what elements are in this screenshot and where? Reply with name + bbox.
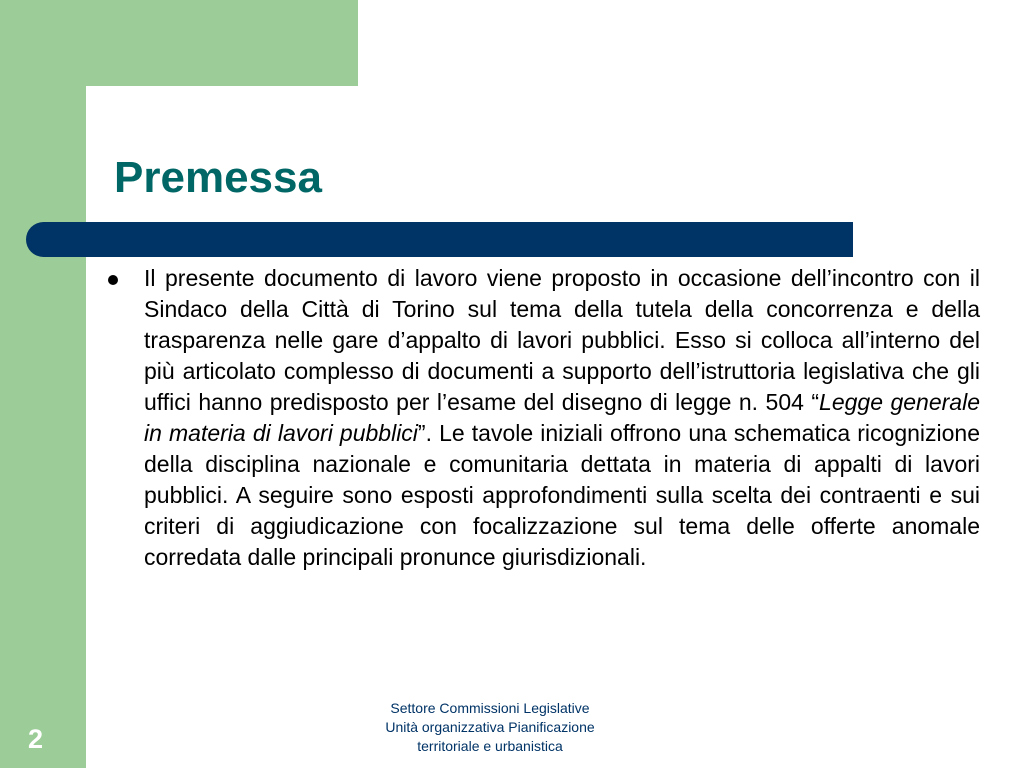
footer-line-1: Settore Commissioni Legislative	[390, 700, 590, 716]
bullet-item	[104, 263, 980, 573]
title-underline-bar	[26, 222, 853, 257]
bullet-text-part-1: Il presente documento di lavoro viene proposto in occasione dell’incontro con il Sindaco della Città di Torino sul tema della tutela della concorrenza e della trasparenza nelle gare d’appalto di lavori pubblici. Esso si colloca all’interno del più articolato complesso di documenti a supporto dell’istruttoria legislativa che gli uffici hanno predisposto per l’esame del disegno di legge n. 504 “	[144, 265, 980, 415]
top-accent-band	[0, 0, 358, 86]
bullet-text-italic-law-title: Legge generale in materia di lavori pubblici	[144, 389, 980, 446]
left-accent-band	[0, 0, 86, 768]
slide-title: Premessa	[114, 153, 322, 202]
page-number: 2	[28, 724, 44, 754]
bullet-dot-icon	[108, 275, 118, 285]
bullet-text-part-2: ”. Le tavole iniziali offrono una schematica ricognizione della disciplina nazionale e comunitaria dettata in materia di appalti di lavori pubblici. A seguire sono esposti approfondimenti sulla scelta dei contraenti e sui criteri di aggiudicazione con focalizzazione sul tema delle offerte anomale corredata dalle principali pronunce giurisdizionali.	[144, 420, 981, 570]
slide-footer	[340, 699, 640, 756]
footer-line-3: territoriale e urbanistica	[417, 738, 563, 754]
slide-content	[104, 263, 980, 573]
bullet-text	[144, 263, 980, 573]
footer-line-2: Unità organizzativa Pianificazione	[385, 719, 595, 735]
